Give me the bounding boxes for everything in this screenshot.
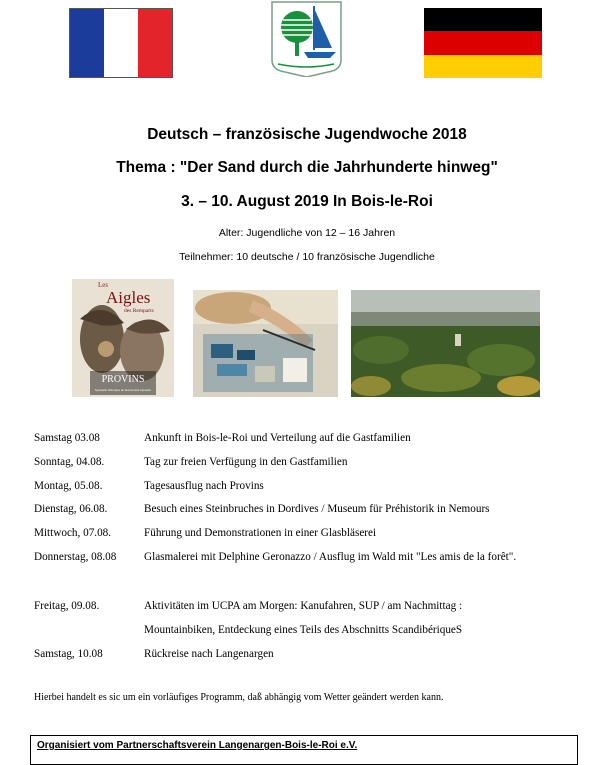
les-aigles-des-remparts-poster <box>72 279 174 397</box>
forest-aerial-photo <box>351 290 540 397</box>
schedule-activity: Rückreise nach Langenargen <box>144 648 274 660</box>
schedule-day: Samstag, 10.08 <box>34 648 103 660</box>
schedule-day: Freitag, 09.08. <box>34 600 100 612</box>
flag-stripe-white <box>104 9 138 77</box>
schedule-day: Mittwoch, 07.08. <box>34 527 112 539</box>
poster-aigles-text: Aigles <box>106 288 151 307</box>
glass-painting-photo <box>193 290 338 397</box>
schedule-activity: Führung und Demonstrationen in einer Glasbläserei <box>144 527 377 539</box>
schedule-activity: Tagesausflug nach Provins <box>144 480 264 492</box>
schedule-activity: Ankunft in Bois-le-Roi und Verteilung auf die Gastfamilien <box>144 432 411 444</box>
schedule-activity: Glasmalerei mit Delphine Geronazzo / Ausflug im Wald mit "Les amis de la forêt". <box>144 551 517 563</box>
schedule-activity: Aktivitäten im UCPA am Morgen: Kanufahren, SUP / am Nachmittag : <box>144 600 463 612</box>
poster-les-text: Les <box>98 281 109 289</box>
theme-title: Thema : "Der Sand durch die Jahrhunderte hinweg" <box>116 159 498 176</box>
schedule-activity: Besuch eines Steinbruches in Dordives / Museum für Préhistorik in Nemours <box>144 503 490 515</box>
flag-stripe-red <box>138 9 172 77</box>
flag-stripe-black <box>424 8 542 31</box>
tree-sailboat-logo <box>268 0 345 77</box>
schedule-day: Sonntag, 04.08. <box>34 456 105 468</box>
page-title: Deutsch – französische Jugendwoche 2018 <box>147 126 467 143</box>
poster-remparts-text: des Remparts <box>124 308 154 314</box>
flag-stripe-red <box>424 31 542 54</box>
age-info: Alter: Jugendliche von 12 – 16 Jahren <box>218 227 396 239</box>
flag-stripe-gold <box>424 55 542 78</box>
poster-subtitle-text: Spectacle historique de fauconnerie équestre <box>94 388 152 392</box>
schedule-day: Donnerstag, 08.08 <box>34 551 117 563</box>
schedule-day: Montag, 05.08. <box>34 480 103 492</box>
schedule-day: Dienstag, 06.08. <box>34 503 108 515</box>
flag-stripe-blue <box>70 9 104 77</box>
participants-info: Teilnehmer: 10 deutsche / 10 französische Jugendliche <box>179 251 435 263</box>
schedule-activity: Mountainbiken, Entdeckung eines Teils des Abschnitts ScandibériqueS <box>144 624 463 636</box>
organizer-box <box>30 735 578 765</box>
schedule-activity: Tag zur freien Verfügung in den Gastfamilien <box>144 456 348 468</box>
schedule-day: Samstag 03.08 <box>34 432 100 444</box>
date-location-title: 3. – 10. August 2019 In Bois-le-Roi <box>181 193 433 210</box>
organizer-text: Organisiert vom Partnerschaftsverein Langenargen-Bois-le-Roi e.V. <box>37 740 358 751</box>
disclaimer-note: Hierbei handelt es sic um ein vorläufiges Programm, daß abhängig vom Wetter geändert werden kann. <box>34 692 444 703</box>
poster-provins-text: PROVINS <box>101 374 145 385</box>
germany-flag <box>424 8 542 78</box>
france-flag <box>69 8 173 78</box>
